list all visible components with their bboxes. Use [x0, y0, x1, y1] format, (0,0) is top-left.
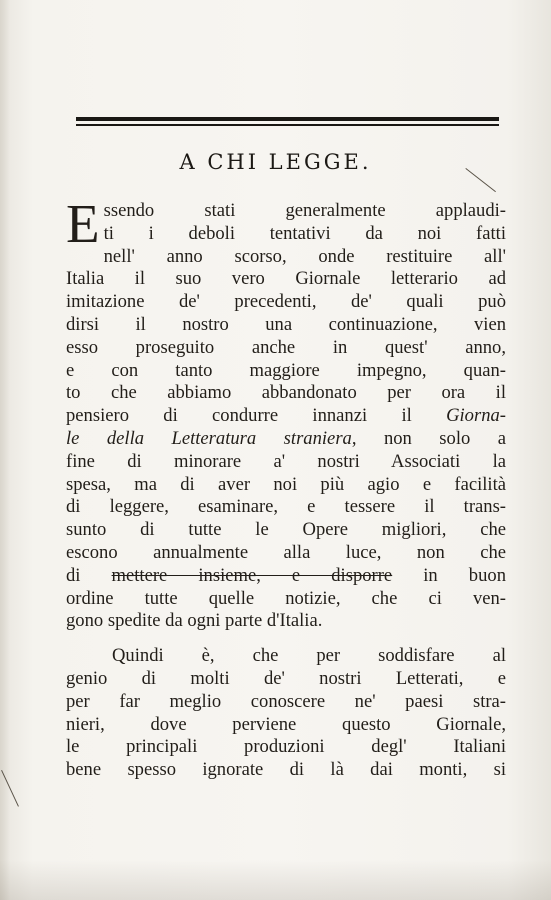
- text-line: fine di minorare a' nostri Associati la: [66, 450, 506, 472]
- header-rule-thin: [76, 124, 499, 126]
- text-line: ordine tutte quelle notizie, che ci ven-: [66, 587, 506, 609]
- text-line: nell' anno scorso, onde restituire all': [103, 245, 506, 267]
- text-line: di mettere insieme, e disporre in buon: [66, 564, 506, 586]
- page-edge-shadow: [0, 0, 10, 900]
- text-line: Italia il suo vero Giornale letterario ad: [66, 268, 506, 290]
- text-line: imitazione de' precedenti, de' quali può: [66, 291, 506, 313]
- text-line: ssendo stati generalmente applaudi-: [103, 200, 506, 221]
- text-line: esso proseguito anche in quest' anno,: [66, 336, 506, 358]
- text-line: ti i deboli tentativi da noi fatti: [103, 222, 506, 244]
- text-line: per far meglio conoscere ne' paesi stra-: [66, 690, 506, 712]
- paragraph-2: [66, 645, 506, 782]
- text-line: spesa, ma di aver noi più agio e facilità: [66, 473, 506, 495]
- text-line: bene spesso ignorate di là dai monti, si: [66, 759, 506, 781]
- text-line: dirsi il nostro una continuazione, vien: [66, 313, 506, 335]
- text-line: le della Letteratura straniera, non solo a: [66, 427, 507, 449]
- text-line: to che abbiamo abbandonato per ora il: [66, 382, 506, 404]
- text-line: nieri, dove perviene questo Giornale,: [66, 713, 506, 735]
- text-line: sunto di tutte le Opere migliori, che: [66, 519, 506, 541]
- text-line: e con tanto maggiore impegno, quan-: [66, 359, 506, 381]
- page-bottom-shadow: [0, 860, 551, 900]
- text-line: escono annualmente alla luce, non che: [66, 541, 506, 563]
- paragraph-1: [66, 193, 507, 633]
- text-line: di leggere, esaminare, e tessere il trans-: [66, 496, 506, 518]
- text-line: pensiero di condurre innanzi il Giorna-: [66, 405, 506, 427]
- drop-cap: E: [66, 193, 100, 254]
- header-rule-thick: [76, 117, 499, 121]
- text-line: Quindi è, che per soddisfare al: [112, 645, 506, 667]
- page-heading: A CHI LEGGE.: [179, 150, 372, 174]
- text-line: gono spedite da ogni parte d'Italia.: [66, 610, 323, 632]
- text-line: le principali produzioni degl' Italiani: [66, 736, 506, 758]
- body-text: [66, 193, 507, 782]
- text-line: genio di molti de' nostri Letterati, e: [66, 667, 506, 689]
